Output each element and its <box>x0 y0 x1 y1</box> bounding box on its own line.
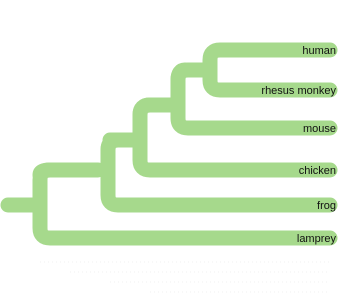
taxon-label-mouse: mouse <box>302 123 336 135</box>
taxon-label-frog: frog <box>317 200 336 212</box>
taxon-label-chicken: chicken <box>298 165 336 177</box>
tree-branches <box>8 50 330 238</box>
taxon-labels <box>261 45 336 245</box>
branch-chicken <box>140 105 330 170</box>
taxon-label-human: human <box>302 45 336 57</box>
branch-tetrapods <box>40 170 98 175</box>
taxon-label-lamprey: lamprey <box>296 233 336 245</box>
branch-mouse <box>178 70 330 128</box>
taxon-label-rhesus-monkey: rhesus monkey <box>261 85 336 97</box>
tree-reflection <box>40 262 330 292</box>
